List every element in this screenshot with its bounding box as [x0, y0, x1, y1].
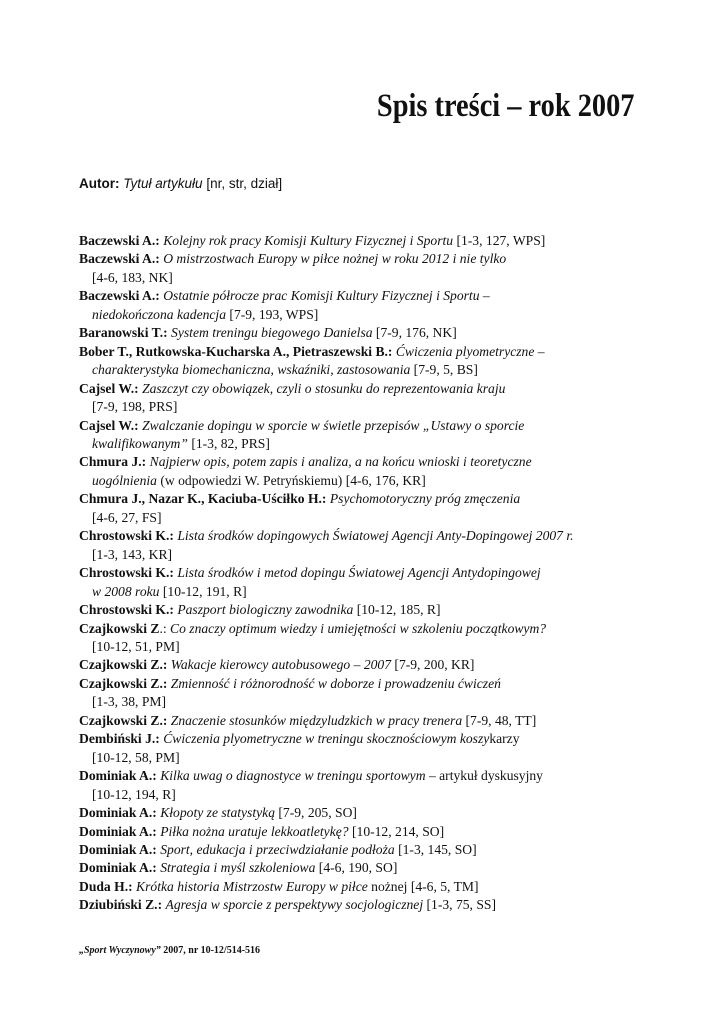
entry-title: Krótka historia Mistrzostw Europy w piłce [136, 878, 368, 894]
page-title: Spis treści – rok 2007 [376, 88, 634, 124]
legend-rest: [nr, str, dział] [206, 176, 283, 191]
entry-authors: Cajsel W.: [79, 380, 139, 396]
entry-format-legend [79, 176, 282, 191]
entry-text: (w odpowiedzi W. Petryńskiemu) [4-6, 176, KR] [156, 472, 426, 488]
entry-text: nożnej [4-6, 5, TM] [367, 878, 479, 894]
entry-title: Agresja w sporcie z perspektywy socjologicznej [165, 897, 424, 913]
entry-title: Kilka uwag o diagnostyce w treningu sportowym [160, 768, 426, 784]
entry-text: [10-12, 51, PM] [92, 638, 180, 654]
legend-title: Tytuł artykułu [123, 176, 203, 191]
entry-text: [1-3, 38, PM] [92, 694, 167, 710]
entry-authors: Baczewski A.: [79, 233, 160, 248]
toc-entry [79, 380, 639, 417]
toc-entry [79, 712, 639, 730]
toc-entry [79, 878, 639, 896]
entry-authors: Czajkowski Z [79, 620, 160, 636]
toc-entry [79, 675, 639, 712]
table-of-contents-list [79, 232, 639, 915]
entry-text: [7-9, 198, PRS] [92, 399, 178, 415]
entry-title: Ćwiczenia plyometryczne w treningu skocznościowym koszy [163, 731, 490, 747]
entry-text: .: [159, 620, 171, 636]
toc-entry [79, 859, 639, 877]
entry-authors: Dominiak A.: [79, 768, 157, 784]
toc-entry [79, 287, 639, 324]
entry-text: [10-12, 58, PM] [92, 749, 180, 765]
toc-entry [79, 324, 639, 342]
entry-title: Zmienność i różnorodność w doborze i prowadzeniu ćwiczeń [170, 675, 501, 691]
entry-title: System treningu biegowego Danielsa [171, 325, 373, 341]
entry-authors: Chrostowski K.: [79, 565, 174, 581]
toc-entry [79, 343, 639, 380]
entry-text: [7-9, 200, KR] [391, 657, 475, 673]
entry-title: Wakacje kierowcy autobusowego – 2007 [170, 657, 392, 673]
entry-authors: Chmura J., Nazar K., Kaciuba-Uściłko H.: [79, 491, 327, 507]
toc-entry [79, 232, 639, 250]
toc-entry [79, 804, 639, 822]
entry-authors: Baczewski A.: [79, 288, 160, 304]
entry-title: Ćwiczenia plyometryczne – [395, 343, 545, 359]
entry-authors: Dominiak A.: [79, 823, 157, 839]
entry-title: uogólnienia [92, 472, 157, 488]
toc-entry [79, 730, 639, 767]
entry-authors: Czajkowski Z.: [79, 675, 168, 691]
entry-authors: Duda H.: [79, 878, 133, 894]
entry-authors: Czajkowski Z.: [79, 657, 168, 673]
entry-text: [10-12, 194, R] [92, 786, 176, 802]
entry-title: Kolejny rok pracy Komisji Kultury Fizycznej i Sportu [163, 233, 454, 248]
entry-authors: Baranowski T.: [79, 325, 168, 341]
toc-entry [79, 564, 639, 601]
entry-text: [7-9, 193, WPS] [226, 306, 319, 322]
toc-entry [79, 527, 639, 564]
entry-text: [7-9, 176, NK] [372, 325, 457, 341]
entry-authors: Czajkowski Z.: [79, 712, 168, 728]
entry-text: [1-3, 82, PRS] [187, 435, 270, 451]
entry-title: Lista środków i metod dopingu Światowej Agencji Antydopingowej [177, 565, 541, 581]
entry-title: Paszport biologiczny zawodnika [177, 602, 354, 618]
entry-title: Co znaczy optimum wiedzy i umiejętności w szkoleniu początkowym? [170, 620, 547, 636]
toc-entry [79, 823, 639, 841]
entry-title: Piłka nożna uratuje lekkoatletykę? [160, 823, 349, 839]
toc-entry [79, 620, 639, 657]
entry-title: niedokończona kadencja [92, 306, 227, 322]
toc-entry [79, 453, 639, 490]
toc-entry [79, 490, 639, 527]
toc-entry [79, 767, 639, 804]
entry-text: [10-12, 185, R] [353, 602, 441, 618]
entry-authors: Dominiak A.: [79, 860, 157, 876]
entry-title: O mistrzostwach Europy w piłce nożnej w roku 2012 i nie tylko [163, 251, 507, 267]
entry-authors: Chrostowski K.: [79, 528, 174, 544]
entry-title: Lista środków dopingowych Światowej Agencji Anty-Dopingowej 2007 r. [177, 528, 574, 544]
entry-text: [1-3, 143, KR] [92, 546, 173, 562]
entry-text: [7-9, 205, SO] [275, 805, 357, 821]
page-footer [79, 945, 260, 956]
entry-title: Sport, edukacja i przeciwdziałanie podłoża [160, 841, 395, 857]
entry-authors: Chrostowski K.: [79, 602, 174, 618]
entry-title: Znaczenie stosunków międzyludzkich w pracy trenera [170, 712, 463, 728]
entry-authors: Baczewski A.: [79, 251, 160, 267]
entry-authors: Dominiak A.: [79, 805, 157, 821]
entry-title: Strategia i myśl szkoleniowa [160, 860, 316, 876]
toc-entry [79, 896, 639, 914]
entry-text: [7-9, 5, BS] [410, 362, 478, 378]
entry-authors: Dembiński J.: [79, 731, 160, 747]
entry-authors: Cajsel W.: [79, 417, 139, 433]
entry-text: – artykuł dyskusyjny [425, 768, 543, 784]
entry-title: Najpierw opis, potem zapis i analiza, a na końcu wnioski i teoretyczne [149, 454, 532, 470]
entry-authors: Dominiak A.: [79, 841, 157, 857]
entry-text: [1-3, 127, WPS] [453, 233, 546, 248]
entry-authors: Dziubiński Z.: [79, 897, 163, 913]
entry-authors: Bober T., Rutkowska-Kucharska A., Pietraszewski B.: [79, 343, 393, 359]
footer-journal: „Sport Wyczynowy” [79, 945, 161, 956]
entry-title: Zwalczanie dopingu w sporcie w świetle przepisów „Ustawy o sporcie [142, 417, 525, 433]
entry-title: Zaszczyt czy obowiązek, czyli o stosunku do reprezentowania kraju [142, 380, 506, 396]
entry-text: [4-6, 183, NK] [92, 269, 173, 285]
entry-text: [1-3, 75, SS] [423, 897, 497, 913]
toc-entry [79, 601, 639, 619]
entry-text: [4-6, 190, SO] [315, 860, 398, 876]
entry-title: Psychomotoryczny próg zmęczenia [329, 491, 521, 507]
entry-text: karzy [489, 731, 520, 747]
toc-entry [79, 656, 639, 674]
entry-text: [10-12, 191, R] [159, 583, 247, 599]
entry-authors: Chmura J.: [79, 454, 147, 470]
entry-text: [4-6, 27, FS] [92, 509, 162, 525]
legend-author: Autor: [79, 176, 120, 191]
footer-issue: 2007, nr 10-12/514-516 [160, 945, 261, 956]
entry-title: w 2008 roku [92, 583, 160, 599]
entry-text: [1-3, 145, SO] [394, 841, 477, 857]
toc-entry [79, 841, 639, 859]
toc-entry [79, 250, 639, 287]
entry-title: kwalifikowanym” [92, 435, 188, 451]
entry-title: Kłopoty ze statystyką [160, 805, 275, 821]
toc-entry [79, 417, 639, 454]
entry-title: charakterystyka biomechaniczna, wskaźniki, zastosowania [92, 362, 411, 378]
entry-text: [10-12, 214, SO] [348, 823, 445, 839]
entry-text: [7-9, 48, TT] [462, 712, 537, 728]
entry-title: Ostatnie półrocze prac Komisji Kultury Fizycznej i Sportu – [163, 288, 490, 304]
